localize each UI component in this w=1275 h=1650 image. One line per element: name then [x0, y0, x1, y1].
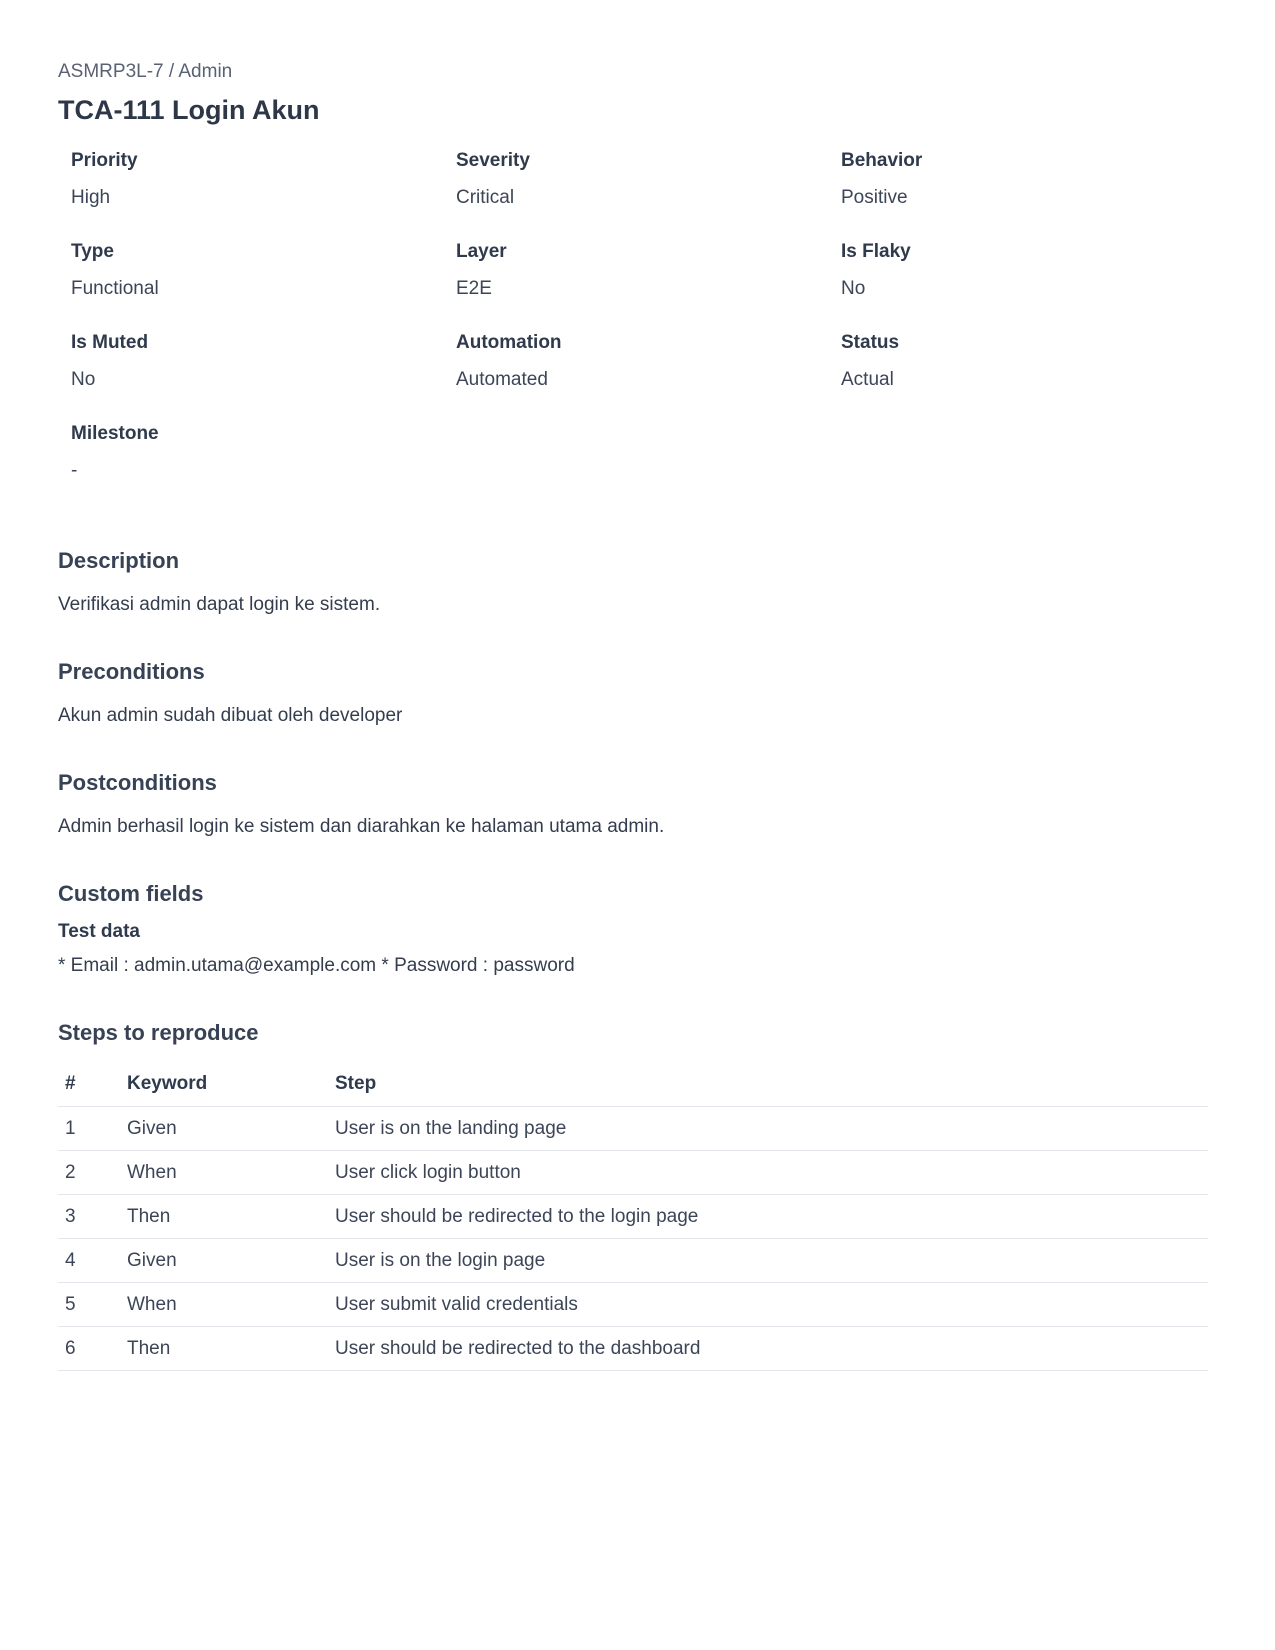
step-keyword: Given: [127, 1107, 335, 1151]
postconditions-heading: Postconditions: [58, 770, 217, 795]
step-number: 1: [58, 1107, 127, 1151]
postconditions-text: Admin berhasil login ke sistem dan diarahkan ke halaman utama admin.: [58, 816, 665, 837]
step-keyword: Then: [127, 1195, 335, 1239]
step-number: 3: [58, 1195, 127, 1239]
step-text: User should be redirected to the login page: [335, 1195, 1208, 1239]
field-label: Is Flaky: [841, 241, 911, 262]
breadcrumb[interactable]: ASMRP3L-7 / Admin: [58, 61, 233, 82]
field-value: E2E: [456, 278, 492, 299]
test-data-value: * Email : admin.utama@example.com * Password : password: [58, 955, 575, 976]
preconditions-text: Akun admin sudah dibuat oleh developer: [58, 705, 403, 726]
table-row: [58, 1283, 1208, 1327]
field-label: Is Muted: [71, 332, 149, 353]
field-label: Status: [841, 332, 900, 353]
field-label: Type: [71, 241, 114, 262]
page-title: TCA-111 Login Akun: [58, 95, 320, 125]
step-keyword: When: [127, 1151, 335, 1195]
field-value: Automated: [456, 369, 548, 390]
step-keyword: Given: [127, 1239, 335, 1283]
step-number: 5: [58, 1283, 127, 1327]
step-text: User is on the login page: [335, 1239, 1208, 1283]
field-grid: [58, 142, 1208, 506]
step-text: User click login button: [335, 1151, 1208, 1195]
test-case-page: [58, 58, 1208, 1371]
table-row: [58, 1195, 1208, 1239]
field-layer: [456, 233, 841, 324]
field-status: [841, 324, 1221, 415]
field-automation: [456, 324, 841, 415]
field-priority: [71, 142, 456, 233]
step-text: User should be redirected to the dashboard: [335, 1327, 1208, 1371]
header-keyword: Keyword: [127, 1062, 335, 1107]
table-header-row: [58, 1062, 1208, 1107]
table-row: [58, 1107, 1208, 1151]
field-value: -: [71, 460, 78, 481]
step-number: 2: [58, 1151, 127, 1195]
field-value: No: [841, 278, 866, 299]
description-text: Verifikasi admin dapat login ke sistem.: [58, 594, 381, 615]
field-value: Critical: [456, 187, 515, 208]
field-is-flaky: [841, 233, 1221, 324]
test-data-label: Test data: [58, 921, 141, 942]
field-value: Actual: [841, 369, 894, 390]
step-keyword: Then: [127, 1327, 335, 1371]
field-value: Functional: [71, 278, 159, 299]
field-value: High: [71, 187, 111, 208]
step-number: 6: [58, 1327, 127, 1371]
field-milestone: [71, 415, 456, 506]
header-number: #: [58, 1062, 127, 1107]
field-label: Automation: [456, 332, 562, 353]
field-severity: [456, 142, 841, 233]
steps-heading: Steps to reproduce: [58, 1020, 259, 1045]
steps-table: [58, 1062, 1208, 1371]
field-value: Positive: [841, 187, 908, 208]
field-label: Layer: [456, 241, 507, 262]
field-is-muted: [71, 324, 456, 415]
preconditions-heading: Preconditions: [58, 659, 205, 684]
field-value: No: [71, 369, 96, 390]
field-behavior: [841, 142, 1221, 233]
step-text: User submit valid credentials: [335, 1283, 1208, 1327]
table-row: [58, 1151, 1208, 1195]
description-heading: Description: [58, 548, 180, 573]
field-type: [71, 233, 456, 324]
table-row: [58, 1239, 1208, 1283]
header-step: Step: [335, 1062, 1208, 1107]
step-text: User is on the landing page: [335, 1107, 1208, 1151]
field-label: Behavior: [841, 150, 923, 171]
step-number: 4: [58, 1239, 127, 1283]
custom-fields-heading: Custom fields: [58, 881, 204, 906]
field-label: Milestone: [71, 423, 159, 444]
field-label: Severity: [456, 150, 530, 171]
table-row: [58, 1327, 1208, 1371]
step-keyword: When: [127, 1283, 335, 1327]
field-label: Priority: [71, 150, 138, 171]
